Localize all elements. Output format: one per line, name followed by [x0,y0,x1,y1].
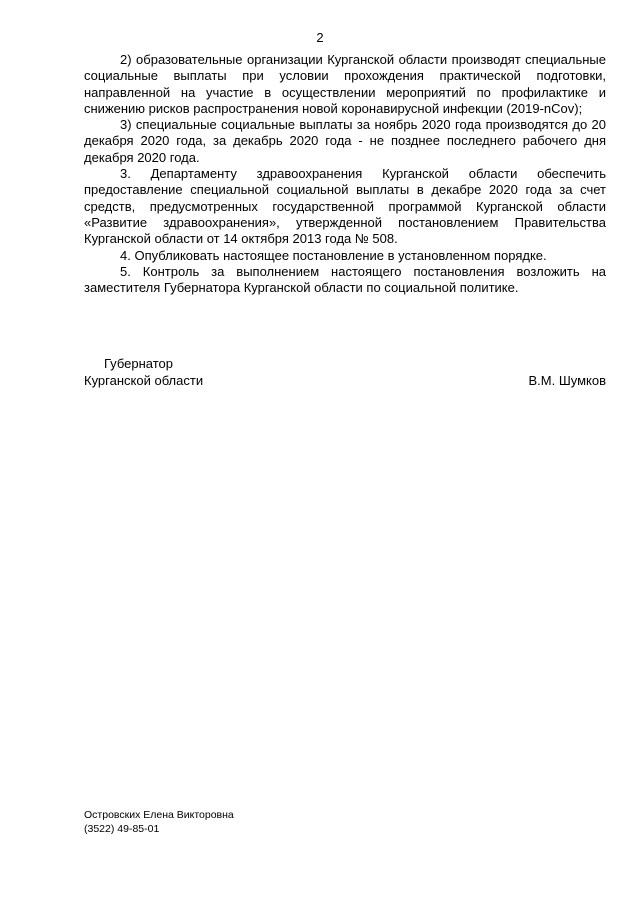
paragraph-clause-4: 4. Опубликовать настоящее постановление в установленном порядке. [120,247,547,263]
paragraph-item-3: 3) специальные социальные выплаты за ноябрь 2020 года производятся до 20 декабря 2020 года, за декабрь 2020 года - не позднее последнего рабочего дня декабря 2020 года. [84,117,606,165]
paragraph-clause-5: 5. Контроль за выполнением настоящего постановления возложить на заместителя Губернатора Курганской области по социальной политике. [84,263,606,296]
executor-name: Островских Елена Викторовна [84,809,234,821]
executor-footer [84,808,234,836]
executor-phone: (3522) 49-85-01 [84,823,160,835]
page-number: 2 [316,30,324,45]
signatory-title-line-2: Курганской области [84,373,204,388]
document-body [84,52,606,296]
signatory-title [84,355,203,389]
paragraph-item-2: 2) образовательные организации Курганской области производят специальные социальные выплаты при условии прохождения практической подготовки, направленной на участие в осуществлении мероприятий по профилактике и снижению рисков распространения новой коронавирусной инфекции (2019-nCov); [84,52,606,116]
signatory-title-line-1: Губернатор [104,356,173,371]
signatory-name: В.М. Шумков [528,373,606,388]
paragraph-clause-3: 3. Департаменту здравоохранения Курганской области обеспечить предоставление специальной социальной выплаты в декабре 2020 года за счет средств, предусмотренных государственной программой Курганской области «Развитие здравоохранения», утвержденной постановлением Правительства Курганской области от 14 октября 2013 года № 508. [84,166,606,247]
